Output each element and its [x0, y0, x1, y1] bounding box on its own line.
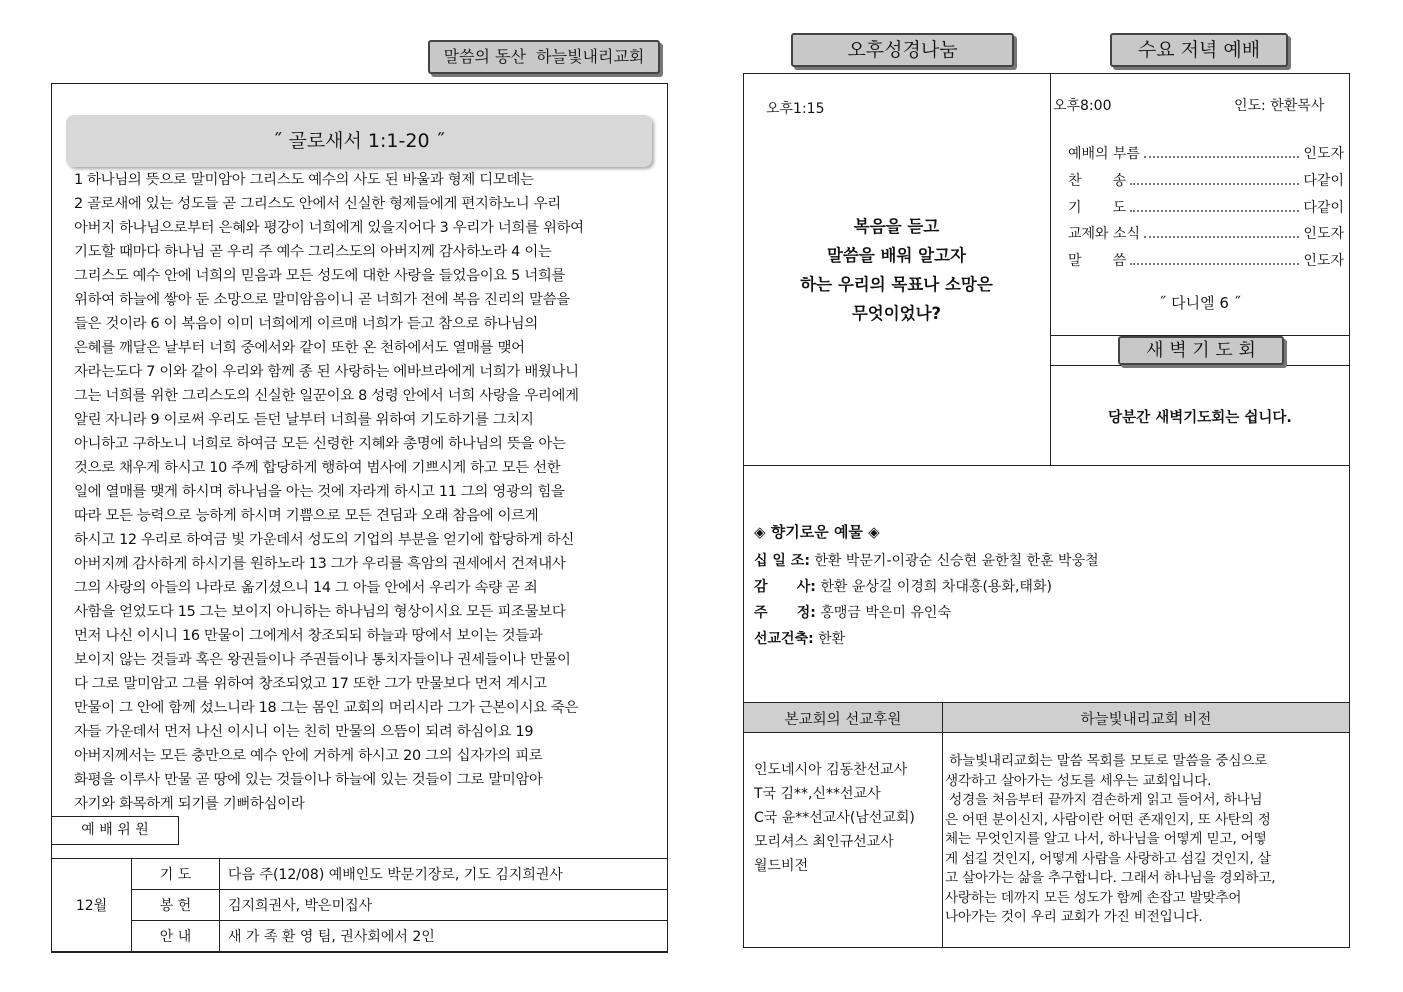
scripture-line: 1 하나님의 뜻으로 말미암아 그리스도 예수의 사도 된 바울과 형제 디모데는 — [74, 172, 534, 188]
divider — [942, 702, 943, 948]
scripture-title-banner — [66, 115, 652, 167]
scripture-line: 일에 열매를 맺게 하시며 하나님을 아는 것에 자라게 하시고 11 그의 영광의 힘을 — [74, 484, 565, 500]
vision-line: 생각하고 살아가는 성도를 세우는 교회입니다. — [945, 772, 1212, 789]
scripture-text — [74, 168, 662, 816]
afternoon-study-title: 오후성경나눔 — [847, 39, 958, 61]
scripture-line: 기도할 때마다 하나님 곧 우리 주 예수 그리스도의 아버지께 감사하노라 4 이는 — [74, 244, 552, 260]
order-who: 인도자 — [1303, 226, 1344, 242]
duty-detail: 다음 주(12/08) 예배인도 박문기장로, 기도 김지희권사 — [220, 859, 668, 890]
table-row — [52, 921, 668, 952]
vision-line: 성경을 처음부터 끝까지 겸손하게 읽고 들어서, 하나님 — [945, 792, 1263, 808]
wednesday-service-tag — [1110, 33, 1288, 67]
dawn-prayer-tag — [1118, 336, 1284, 365]
offering-names: 한환 윤상길 이경희 차대홍(용화,태화) — [815, 579, 1052, 595]
order-label: 기 도 — [1068, 200, 1127, 216]
table-row — [52, 890, 668, 921]
order-row — [1068, 223, 1344, 243]
dawn-prayer-notice: 당분간 새벽기도회는 쉽니다. — [1108, 410, 1292, 426]
church-name-text: 말씀의 동산 하늘빛내리교회 — [443, 47, 645, 66]
vision-text — [945, 752, 1347, 928]
vision-line: 하늘빛내리교회는 말씀 목회를 모토로 말씀을 중심으로 — [945, 753, 1268, 769]
duty-role: 봉 헌 — [132, 890, 220, 921]
vision-line: 고 살아가는 삶을 추구합니다. 그래서 하나님을 경외하고, — [945, 870, 1276, 886]
scripture-line: 그리스도 예수 안에 너희의 믿음과 모든 성도에 대한 사랑을 들었음이요 5 너희를 — [74, 268, 566, 284]
duty-month: 12월 — [52, 859, 132, 952]
order-label: 예배의 부름 — [1068, 146, 1141, 162]
duty-tag-label: 예 배 위 원 — [81, 822, 149, 838]
sermon-title: ˝ 다니엘 6 ˝ — [1158, 294, 1242, 312]
scripture-line: 화평을 이루사 만물 곧 땅에 있는 것들이나 하늘에 있는 것들이 그로 말미암아 — [74, 772, 543, 788]
offering-row — [754, 628, 845, 648]
offering-label: 주 정: — [754, 605, 816, 621]
offering-names: 홍맹금 박은미 유인숙 — [815, 605, 951, 621]
vision-line: 은 어떤 분이신지, 사람이란 어떤 존재인지, 또 사탄의 정 — [945, 811, 1271, 828]
scripture-line: 자기와 화목하게 되기를 기뻐하심이라 — [74, 796, 305, 812]
duty-role: 안 내 — [132, 921, 220, 952]
offering-names: 한환 — [813, 631, 846, 647]
order-who: 다같이 — [1303, 200, 1344, 216]
scripture-line: 아버지 하나님으로부터 은혜와 평강이 너희에게 있을지어다 3 우리가 너희를 위하여 — [74, 220, 584, 236]
offering-label: 선교건축: — [754, 631, 814, 647]
question-line: 복음을 듣고 — [853, 217, 940, 236]
dawn-prayer-title: 새 벽 기 도 회 — [1146, 340, 1256, 361]
missions-list — [754, 758, 915, 878]
wednesday-service-title: 수요 저녁 예배 — [1137, 39, 1261, 61]
question-line: 무엇이었나? — [851, 304, 942, 323]
scripture-line: 따라 모든 능력으로 능하게 하시며 기쁨으로 모든 견딤과 오래 참음에 이르게 — [74, 508, 539, 524]
order-row — [1068, 143, 1344, 163]
scripture-line: 보이지 않는 것들과 혹은 왕권들이나 주권들이나 통치자들이나 권세들이나 만물이 — [74, 652, 571, 668]
scripture-line: 아버지께서는 모든 충만으로 예수 안에 거하게 하시고 20 그의 십자가의 피로 — [74, 748, 543, 764]
table-row — [52, 859, 668, 890]
list-item: 월드비전 — [754, 858, 809, 874]
scripture-line: 위하여 하늘에 쌓아 둔 소망으로 말미암음이니 곧 너희가 전에 복음 진리의 말씀을 — [74, 292, 570, 308]
order-who: 인도자 — [1303, 253, 1344, 269]
afternoon-study-tag — [791, 33, 1014, 67]
order-label: 말 씀 — [1068, 253, 1127, 269]
vision-line: 나아가는 것이 우리 교회가 가진 비전입니다. — [945, 909, 1203, 925]
offering-label: 십 일 조: — [754, 553, 810, 569]
order-row — [1068, 170, 1344, 190]
order-row — [1068, 250, 1344, 270]
scripture-line: 다 그로 말미암고 그를 위하여 창조되었고 17 또한 그가 만물보다 먼저 계시고 — [74, 676, 547, 692]
scripture-line: 만물이 그 안에 함께 섰느니라 18 그는 몸인 교회의 머리시라 그가 근본이시요 죽은 — [74, 700, 579, 716]
offering-label: 감 사: — [754, 579, 816, 595]
scripture-line: 들은 것이라 6 이 복음이 이미 너희에게 이르매 너희가 듣고 참으로 하나님의 — [74, 316, 538, 332]
order-who: 다같이 — [1303, 173, 1344, 189]
duty-role: 기 도 — [132, 859, 220, 890]
offering-title: ◈ 향기로운 예물 ◈ — [754, 523, 880, 541]
afternoon-time: 오후1:15 — [766, 101, 825, 117]
scripture-line: 2 골로새에 있는 성도들 곧 그리스도 안에서 신실한 형제들에게 편지하노니 우리 — [74, 196, 561, 212]
afternoon-question — [743, 212, 1050, 328]
list-item: C국 윤**선교사(남선교회) — [754, 810, 915, 826]
order-label: 찬 송 — [1068, 173, 1127, 189]
vision-line: 게 섬길 것인지, 어떻게 사람을 사랑하고 섬길 것인지, 살 — [945, 850, 1271, 867]
order-row — [1068, 197, 1344, 217]
scripture-line: 은혜를 깨달은 날부터 너희 중에서와 같이 또한 온 천하에서도 열매를 맺어 — [74, 340, 525, 356]
vision-line: 사랑하는 데까지 모든 성도가 함께 손잡고 발맞추어 — [945, 889, 1242, 906]
duty-detail: 김지희권사, 박은미집사 — [220, 890, 668, 921]
scripture-line: 아버지께 감사하게 하시기를 원하노라 13 그가 우리를 흑암의 권세에서 건져내사 — [74, 556, 566, 572]
list-item: 인도네시아 김동찬선교사 — [754, 762, 908, 778]
order-who: 인도자 — [1303, 146, 1344, 162]
duty-detail: 새 가 족 환 영 팀, 권사회에서 2인 — [220, 921, 668, 952]
scripture-line: 아니하고 구하노니 너희로 하여금 모든 신령한 지혜와 총명에 하나님의 뜻을 아는 — [74, 436, 566, 452]
question-line: 하는 우리의 목표나 소망은 — [800, 275, 993, 294]
church-name-tag — [428, 40, 660, 74]
missions-header: 본교회의 선교후원 — [784, 712, 902, 728]
wednesday-time: 오후8:00 — [1053, 98, 1112, 114]
scripture-line: 것으로 채우게 하시고 10 주께 합당하게 행하여 범사에 기쁘시게 하고 모든 선한 — [74, 460, 561, 476]
scripture-title: ˝ 골로새서 1:1-20 ˝ — [272, 130, 446, 152]
scripture-line: 그는 너희를 위한 그리스도의 신실한 일꾼이요 8 성령 안에서 너희 사랑을 우리에게 — [74, 388, 579, 404]
vision-header: 하늘빛내리교회 비전 — [1080, 712, 1212, 728]
list-item: T국 김**,신**선교사 — [754, 786, 881, 802]
scripture-line: 그의 사랑의 아들의 나라로 옮기셨으니 14 그 아들 안에서 우리가 속량 곧 죄 — [74, 580, 538, 596]
scripture-line: 사함을 얻었도다 15 그는 보이지 아니하는 하나님의 형상이시요 모든 피조물보다 — [74, 604, 566, 620]
wednesday-leader: 인도: 한환목사 — [1234, 98, 1325, 114]
vision-line: 체는 무엇인지를 알고 나서, 하나님을 어떻게 믿고, 어떻 — [945, 831, 1267, 847]
list-item: 모리셔스 최인규선교사 — [754, 834, 894, 850]
offering-row — [754, 576, 1052, 596]
question-line: 말씀을 배워 알고자 — [826, 246, 966, 265]
duty-tag — [51, 816, 179, 845]
scripture-line: 하시고 12 우리로 하여금 빛 가운데서 성도의 기업의 부분을 얻기에 합당하게 하신 — [74, 532, 574, 548]
scripture-line: 자라는도다 7 이와 같이 우리와 함께 종 된 사랑하는 에바브라에게 너희가 배웠나니 — [74, 364, 579, 380]
order-label: 교제와 소식 — [1068, 226, 1141, 242]
scripture-line: 알린 자니라 9 이로써 우리도 듣던 날부터 너희를 위하여 기도하기를 그치지 — [74, 412, 534, 428]
divider — [1050, 365, 1350, 366]
offering-names: 한환 박문기-이광순 신승현 윤한칠 한훈 박웅철 — [809, 553, 1099, 569]
scripture-line: 먼저 나신 이시니 16 만물이 그에게서 창조되되 하늘과 땅에서 보이는 것들과 — [74, 628, 543, 644]
offering-row — [754, 602, 951, 622]
scripture-line: 자들 가운데서 먼저 나신 이시니 이는 친히 만물의 으뜸이 되려 하심이요 19 — [74, 724, 534, 740]
offering-row — [754, 550, 1099, 570]
duty-table — [51, 858, 668, 952]
